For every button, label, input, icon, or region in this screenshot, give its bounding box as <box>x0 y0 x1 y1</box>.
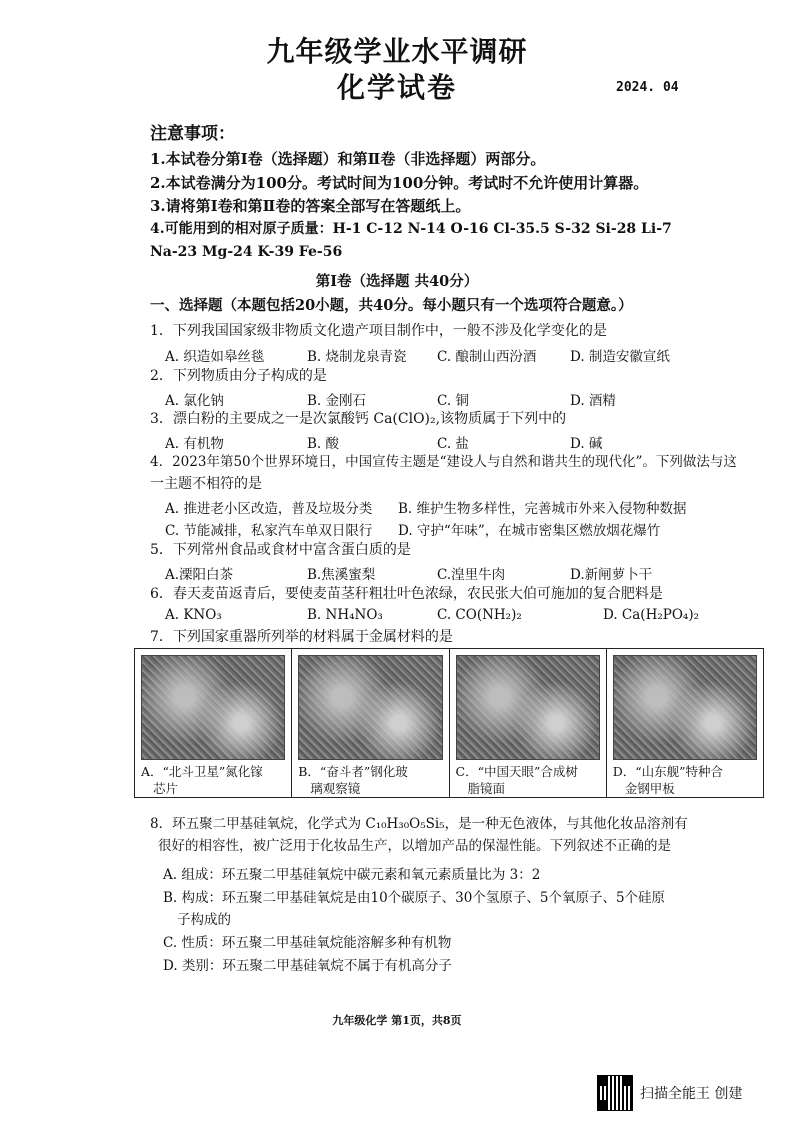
notice-item: 3.请将第Ⅰ卷和第Ⅱ卷的答案全部写在答题纸上。 <box>150 197 471 215</box>
photo-fendouzhe-window <box>298 655 442 760</box>
scanner-watermark: 扫描全能王 创建 <box>640 1086 743 1102</box>
option-b: B. 酸 <box>307 436 340 452</box>
question-stem: 8．环五聚二甲基硅氧烷，化学式为 C₁₀H₃₀O₅Si₅，是一种无色液体，与其他化妆品溶剂有 <box>150 816 688 832</box>
option-c: C. 酿制山西汾酒 <box>437 349 537 365</box>
qr-code-icon <box>597 1075 633 1111</box>
caption <box>607 760 763 797</box>
option-b: B. 维护生物多样性，完善城市外来入侵物种数据 <box>398 501 687 517</box>
option-b: B. 构成：环五聚二甲基硅氧烷是由10个碳原子、30个氢原子、5个氧原子、5个硅原 <box>163 890 666 906</box>
option-d: D. 类别：环五聚二甲基硅氧烷不属于有机高分子 <box>163 958 452 974</box>
image-option-b <box>292 649 449 797</box>
option-b: B. NH₄NO₃ <box>307 607 383 623</box>
notice-item: 4.可能用到的相对原子质量：H-1 C-12 N-14 O-16 Cl-35.5 S-32 Si-28 Li-7 <box>150 221 672 237</box>
option-d: D. 守护“年味”，在城市密集区燃放烟花爆竹 <box>398 523 661 539</box>
option-d: D. 碱 <box>570 436 603 452</box>
image-option-a <box>135 649 292 797</box>
option-d: D.新闸萝卜干 <box>570 567 653 583</box>
photo-beidou-chip <box>141 655 285 760</box>
option-a: A. KNO₃ <box>165 607 222 623</box>
caption <box>135 760 291 797</box>
option-c: C. 节能减排，私家汽车单双日限行 <box>165 523 373 539</box>
option-d: D. Ca(H₂PO₄)₂ <box>603 607 699 623</box>
caption-line: C．“中国天眼”合成树 <box>455 764 578 779</box>
notice-item: Na-23 Mg-24 K-39 Fe-56 <box>150 244 343 260</box>
option-b: B. 金刚石 <box>307 393 367 409</box>
question-stem: 7．下列国家重器所列举的材料属于金属材料的是 <box>150 629 453 645</box>
option-c: C. 性质：环五聚二甲基硅氧烷能溶解多种有机物 <box>163 935 452 951</box>
photo-shandong-carrier <box>613 655 757 760</box>
option-a: A. 氯化钠 <box>165 393 224 409</box>
caption-line: A．“北斗卫星”氮化镓 <box>141 764 263 779</box>
option-c: C. 铜 <box>437 393 469 409</box>
option-b: B. 烧制龙泉青瓷 <box>307 349 407 365</box>
caption-line: 芯片 <box>153 781 179 796</box>
caption-line: 金钢甲板 <box>624 781 675 796</box>
image-option-d <box>607 649 763 797</box>
option-a: A. 有机物 <box>165 436 224 452</box>
option-a: A. 织造如皋丝毯 <box>165 349 265 365</box>
option-b: B.焦溪蜜梨 <box>307 567 376 583</box>
notice-item: 2.本试卷满分为100分。考试时间为100分钟。考试时不允许使用计算器。 <box>150 174 649 192</box>
caption <box>450 760 606 797</box>
image-option-c <box>450 649 607 797</box>
page-title: 九年级学业水平调研 <box>266 35 528 68</box>
caption-line: 璃观察镜 <box>310 781 361 796</box>
option-c: C. 盐 <box>437 436 469 452</box>
question-stem: 6．春天麦苗返青后，要使麦苗茎秆粗壮叶色浓绿，农民张大伯可施加的复合肥料是 <box>150 586 663 602</box>
option-c: C. CO(NH₂)₂ <box>437 607 522 623</box>
caption-line: D．“山东舰”特种合 <box>612 764 724 779</box>
option-a: A. 组成：环五聚二甲基硅氧烷中碳元素和氧元素质量比为 3：2 <box>163 867 541 883</box>
option-a: A. 推进老小区改造，普及垃圾分类 <box>165 501 373 517</box>
question-stem-cont: 很好的相容性，被广泛用于化妆品生产，以增加产品的保湿性能。下列叙述不正确的是 <box>158 838 671 854</box>
question-stem: 3．漂白粉的主要成之一是次氯酸钙 Ca(ClO)₂,该物质属于下列中的 <box>150 411 567 427</box>
option-c: C.湟里牛肉 <box>437 567 506 583</box>
caption-line: B．“奋斗者”钢化玻 <box>298 764 408 779</box>
option-d: D. 制造安徽宣纸 <box>570 349 670 365</box>
question-stem: 5．下列常州食品或食材中富含蛋白质的是 <box>150 542 411 558</box>
image-options-table <box>134 648 764 798</box>
page-subtitle: 化学试卷 <box>336 71 457 104</box>
page-footer: 九年级化学 第1页，共8页 <box>332 1014 462 1027</box>
part-heading: 一、选择题（本题包括20小题，共40分。每小题只有一个选项符合题意。） <box>150 297 633 314</box>
caption <box>292 760 448 797</box>
question-stem: 2．下列物质由分子构成的是 <box>150 368 327 384</box>
question-stem-cont: 一主题不相符的是 <box>150 476 262 492</box>
option-a: A.溧阳白茶 <box>165 567 234 583</box>
question-stem: 4．2023年第50个世界环境日，中国宣传主题是“建设人与自然和谐共生的现代化”。下列做法与这 <box>150 454 737 470</box>
notice-heading: 注意事项： <box>150 124 235 144</box>
option-b-cont: 子构成的 <box>177 912 231 928</box>
exam-date: 2024. 04 <box>616 80 679 95</box>
option-d: D. 酒精 <box>570 393 616 409</box>
photo-fast-telescope <box>456 655 600 760</box>
notice-item: 1.本试卷分第Ⅰ卷（选择题）和第Ⅱ卷（非选择题）两部分。 <box>150 150 546 168</box>
question-stem: 1．下列我国国家级非物质文化遗产项目制作中，一般不涉及化学变化的是 <box>150 323 607 339</box>
caption-line: 脂镜面 <box>467 781 506 796</box>
section-title: 第Ⅰ卷（选择题 共40分） <box>315 273 479 290</box>
